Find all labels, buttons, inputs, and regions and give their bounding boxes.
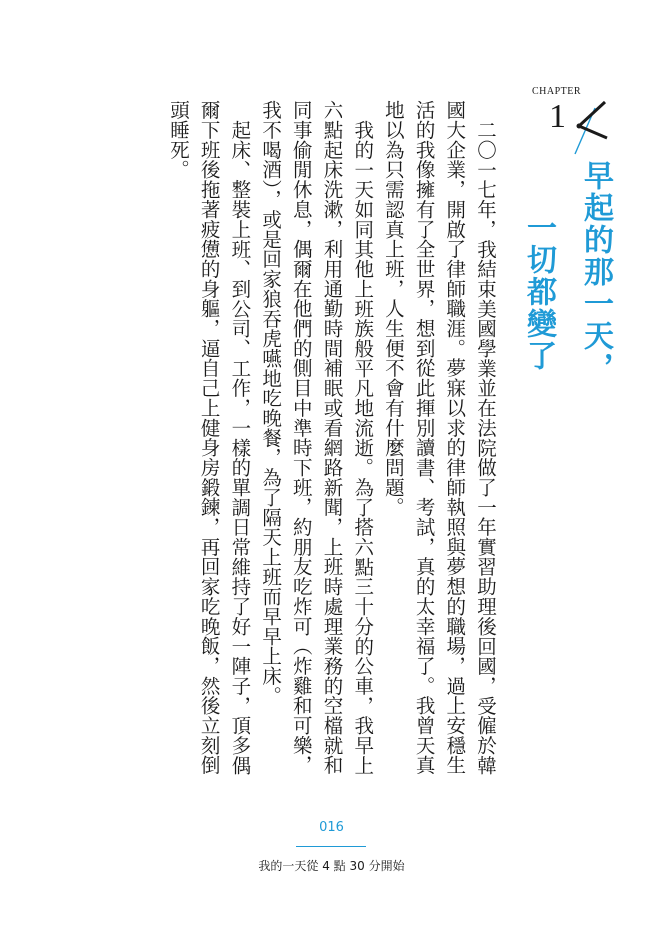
page-number-rule	[296, 846, 366, 847]
chapter-title-line-1: 早起的那一天，	[578, 160, 613, 384]
paragraph: 起床、整裝上班、到公司、工作，一樣的單調日常維持了好一陣子，頂多偶爾下班後拖著疲憊的身軀，逼自己上健身房鍛鍊，再回家吃晚飯，然後立刻倒頭睡死。	[166, 100, 252, 775]
body-text	[162, 100, 500, 790]
page-number: 016	[319, 820, 344, 835]
paragraph: 我的一天如同其他上班族般平凡地流逝。為了搭六點三十分的公車，我早上六點起床洗漱，利用通勤時間補眠或看網路新聞，上班時處理業務的空檔就和同事偷閒休息，偶爾在他們的側目中準時下班，約朋友吃炸可（炸雞和可樂，我不喝酒），或是回家狼吞虎嚥地吃晚餐，為了隔天上班而早早上床。	[259, 100, 375, 775]
running-footer: 我的一天從 4 點 30 分開始	[258, 859, 405, 873]
chapter-label: CHAPTER	[532, 86, 582, 97]
paragraph: 二〇一七年，我結束美國學業並在法院做了一年實習助理後回國，受僱於韓國大企業，開啟了律師職涯。夢寐以求的律師執照與夢想的職場，過上安穩生活的我像擁有了全世界，想到從此揮別讀書、考試，真的太幸福了。我曾天真地以為只需認真上班，人生便不會有什麼問題。	[381, 100, 497, 775]
chapter-number: 1	[549, 98, 566, 135]
clock-icon	[555, 94, 615, 156]
chapter-title-line-2: 一切都變了	[521, 212, 556, 372]
